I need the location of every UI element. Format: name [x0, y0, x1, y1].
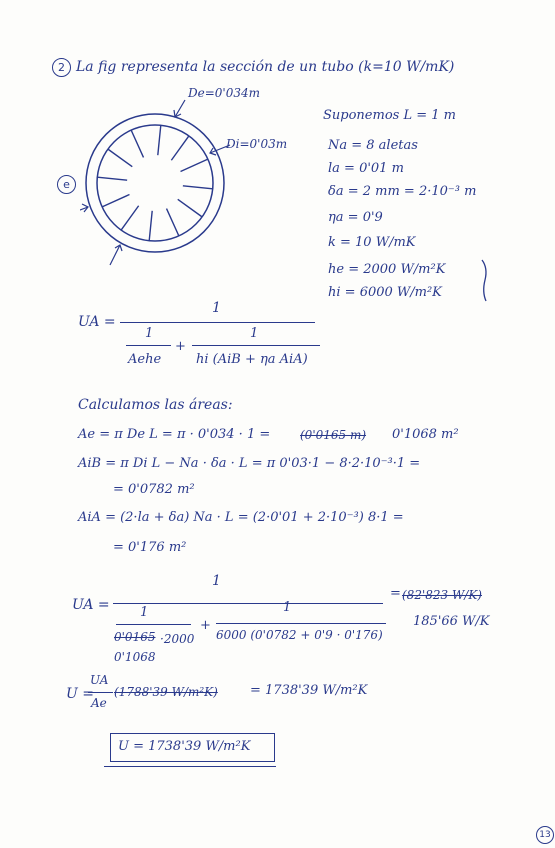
uan-left-bar — [116, 624, 191, 625]
bracket-mark — [480, 258, 490, 303]
uan-right-bar — [216, 623, 386, 624]
problem-title: La fig representa la sección de un tubo (k=10 W/mK) — [76, 59, 455, 75]
areas-heading: Calculamos las áreas: — [78, 397, 233, 413]
uan-result: 185'66 W/K — [413, 614, 490, 629]
u-struck: (1788'39 W/m²K) — [114, 685, 218, 699]
ua-den-right-den: hi (AiB + ηa AiA) — [196, 352, 308, 367]
aib-line2: = 0'0782 m² — [113, 482, 195, 497]
uan-lhs: UA = — [72, 597, 110, 613]
ua-den-left-bar — [126, 345, 171, 346]
uan-plus: + — [200, 618, 211, 633]
ua-den-left-num: 1 — [145, 326, 154, 341]
fin-line — [108, 149, 132, 167]
ua-den-left-den: Aehe — [128, 352, 162, 367]
uan-struck-result: (82'823 W/K) — [402, 588, 482, 602]
u-frac-bar — [88, 692, 113, 693]
final-answer: U = 1738'39 W/m²K — [118, 739, 251, 754]
u-result: = 1738'39 W/m²K — [250, 683, 368, 698]
inner-circle — [97, 125, 213, 241]
aib-line1: AiB = π Di L − Na · δa · L = π 0'03·1 − 8·2·10⁻³·1 = — [78, 456, 421, 471]
di-label: Di=0'03m — [226, 137, 288, 151]
uan-main-bar — [113, 603, 383, 604]
fin-line — [131, 130, 143, 157]
given-item: Na = 8 aletas — [328, 138, 418, 153]
ua-plus: + — [175, 339, 186, 354]
ua-den-right-num: 1 — [250, 326, 259, 341]
given-item: k = 10 W/mK — [328, 235, 416, 250]
ua-lhs: UA = — [78, 314, 116, 330]
ae-struck: (0'0165 m) — [300, 428, 367, 442]
ae-line: Ae = π De L = π · 0'034 · 1 = — [78, 427, 271, 442]
de-label: De=0'034m — [188, 86, 260, 100]
final-underline — [104, 766, 276, 767]
fin-line — [121, 206, 139, 230]
ua-numerator: 1 — [212, 300, 221, 316]
given-item: Suponemos L = 1 m — [323, 108, 456, 123]
uan-left-den-struck: 0'0165 — [114, 630, 156, 644]
pipe-cross-section-svg — [80, 95, 320, 270]
page-number: 13 — [536, 826, 554, 844]
given-item: δa = 2 mm = 2·10⁻³ m — [328, 184, 477, 199]
fin-line — [102, 195, 129, 207]
outer-circle — [86, 114, 224, 252]
uan-right-den: 6000 (0'0782 + 0'9 · 0'176) — [216, 628, 383, 642]
uan-left-den-correction: 0'1068 — [114, 650, 156, 664]
ua-den-right-bar — [192, 345, 320, 346]
aia-line2: = 0'176 m² — [113, 540, 187, 555]
uan-numerator: 1 — [212, 573, 221, 589]
fin-line — [178, 199, 202, 217]
outer-marker: e — [57, 175, 76, 194]
uan-left-den-mult: ·2000 — [160, 632, 195, 646]
aia-line1: AiA = (2·la + δa) Na · L = (2·0'01 + 2·10⁻³) 8·1 = — [78, 510, 404, 525]
fin-line — [167, 209, 179, 236]
u-lhs: U = — [66, 686, 94, 702]
fin-line — [183, 186, 213, 189]
uan-eq: = — [390, 586, 401, 601]
pipe-figure — [80, 95, 320, 270]
given-item: hi = 6000 W/m²K — [328, 285, 442, 300]
u-num: UA — [90, 673, 109, 687]
fin-line — [97, 177, 127, 180]
given-item: ηa = 0'9 — [328, 210, 383, 225]
given-item: la = 0'01 m — [328, 161, 404, 176]
ae-result: 0'1068 m² — [392, 427, 459, 442]
fins-group — [97, 125, 212, 240]
problem-number: 2 — [52, 58, 71, 77]
uan-right-num: 1 — [283, 600, 292, 615]
fin-line — [171, 136, 189, 160]
given-item: he = 2000 W/m²K — [328, 262, 446, 277]
u-den: Ae — [91, 696, 107, 710]
fin-line — [149, 211, 152, 241]
ua-main-fraction-bar — [120, 322, 315, 323]
uan-left-num: 1 — [140, 605, 149, 620]
fin-line — [181, 159, 208, 171]
fin-line — [158, 125, 161, 155]
